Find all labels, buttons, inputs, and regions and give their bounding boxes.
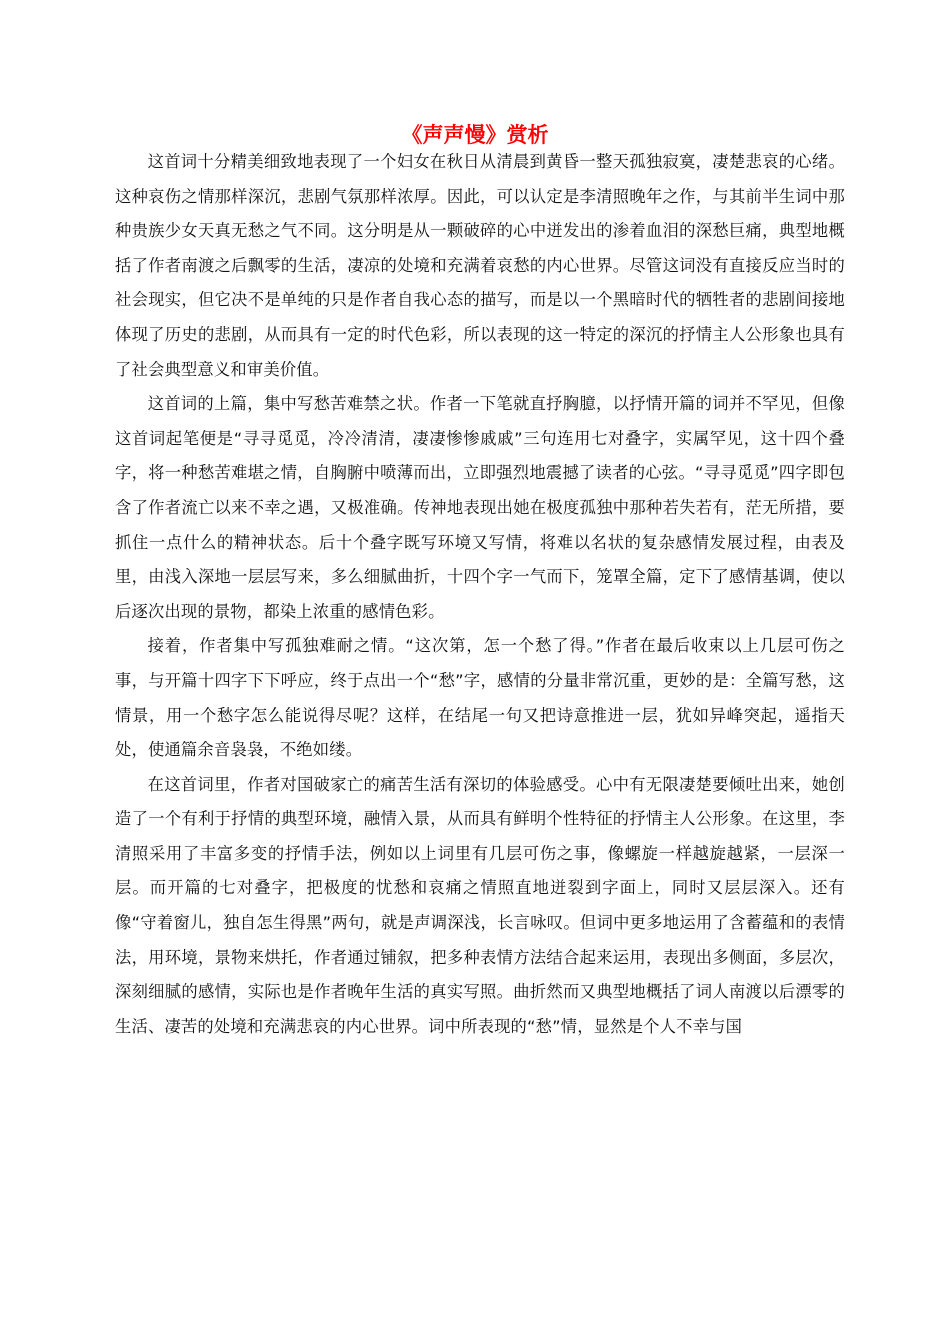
document-body [115, 145, 845, 1044]
paragraph: 这首词的上篇，集中写愁苦难禁之状。作者一下笔就直抒胸臆，以抒情开篇的词并不罕见，但像这首词起笔便是“寻寻觅觅，冷冷清清，凄凄惨惨戚戚”三句连用七对叠字，实属罕见，这十四个叠字，将一种愁苦难堪之情，自胸腑中喷薄而出，立即强烈地震撼了读者的心弦。“寻寻觅觅”四字即包含了作者流亡以来不幸之遇，又极准确。传神地表现出她在极度孤独中那种若失若有，茫无所措，要抓住一点什么的精神状态。后十个叠字既写环境又写情，将难以名状的复杂感情发展过程，由表及里，由浅入深地一层层写来，多么细腻曲折，十四个字一气而下，笼罩全篇，定下了感情基调，使以后逐次出现的景物，都染上浓重的感情色彩。 [115, 394, 845, 621]
paragraph: 接着，作者集中写孤独难耐之情。“这次第，怎一个愁了得。”作者在最后收束以上几层可伤之事，与开篇十四字下下呼应，终于点出一个“愁”字，感情的分量非常沉重，更妙的是：全篇写愁，这情景，用一个愁字怎么能说得尽呢？这样，在结尾一句又把诗意推进一层，犹如异峰突起，遥指天处，使通篇余音袅袅，不绝如缕。 [115, 636, 845, 760]
paragraph: 这首词十分精美细致地表现了一个妇女在秋日从清晨到黄昏一整天孤独寂寞，凄楚悲哀的心绪。这种哀伤之情那样深沉，悲剧气氛那样浓厚。因此，可以认定是李清照晚年之作，与其前半生词中那种贵族少女天真无愁之气不同。这分明是从一颗破碎的心中迸发出的渗着血泪的深愁巨痛，典型地概括了作者南渡之后飘零的生活，凄凉的处境和充满着哀愁的内心世界。尽管这词没有直接反应当时的社会现实，但它决不是单纯的只是作者自我心态的描写，而是以一个黑暗时代的牺牲者的悲剧间接地体现了历史的悲剧，从而具有一定的时代色彩，所以表现的这一特定的深沉的抒情主人公形象也具有了社会典型意义和审美价值。 [115, 152, 845, 379]
paragraph: 在这首词里，作者对国破家亡的痛苦生活有深切的体验感受。心中有无限凄楚要倾吐出来，她创造了一个有利于抒情的典型环境，融情入景，从而具有鲜明个性特征的抒情主人公形象。在这里，李清照采用了丰富多变的抒情手法，例如以上词里有几层可伤之事，像螺旋一样越旋越紧，一层深一层。而开篇的七对叠字，把极度的忧愁和哀痛之情照直地迸裂到字面上，同时又层层深入。还有像“守着窗儿，独自怎生得黑”两句，就是声调深浅，长言咏叹。但词中更多地运用了含蓄蕴和的表情法，用环境，景物来烘托，作者通过铺叙，把多种表情方法结合起来运用，表现出多侧面，多层次，深刻细腻的感情，实际也是作者晚年生活的真实写照。曲折然而又典型地概括了词人南渡以后漂零的生活、凄苦的处境和充满悲哀的内心世界。词中所表现的“愁”情，显然是个人不幸与国 [115, 774, 845, 1036]
document-title: 《声声慢》赏析 [401, 123, 549, 147]
